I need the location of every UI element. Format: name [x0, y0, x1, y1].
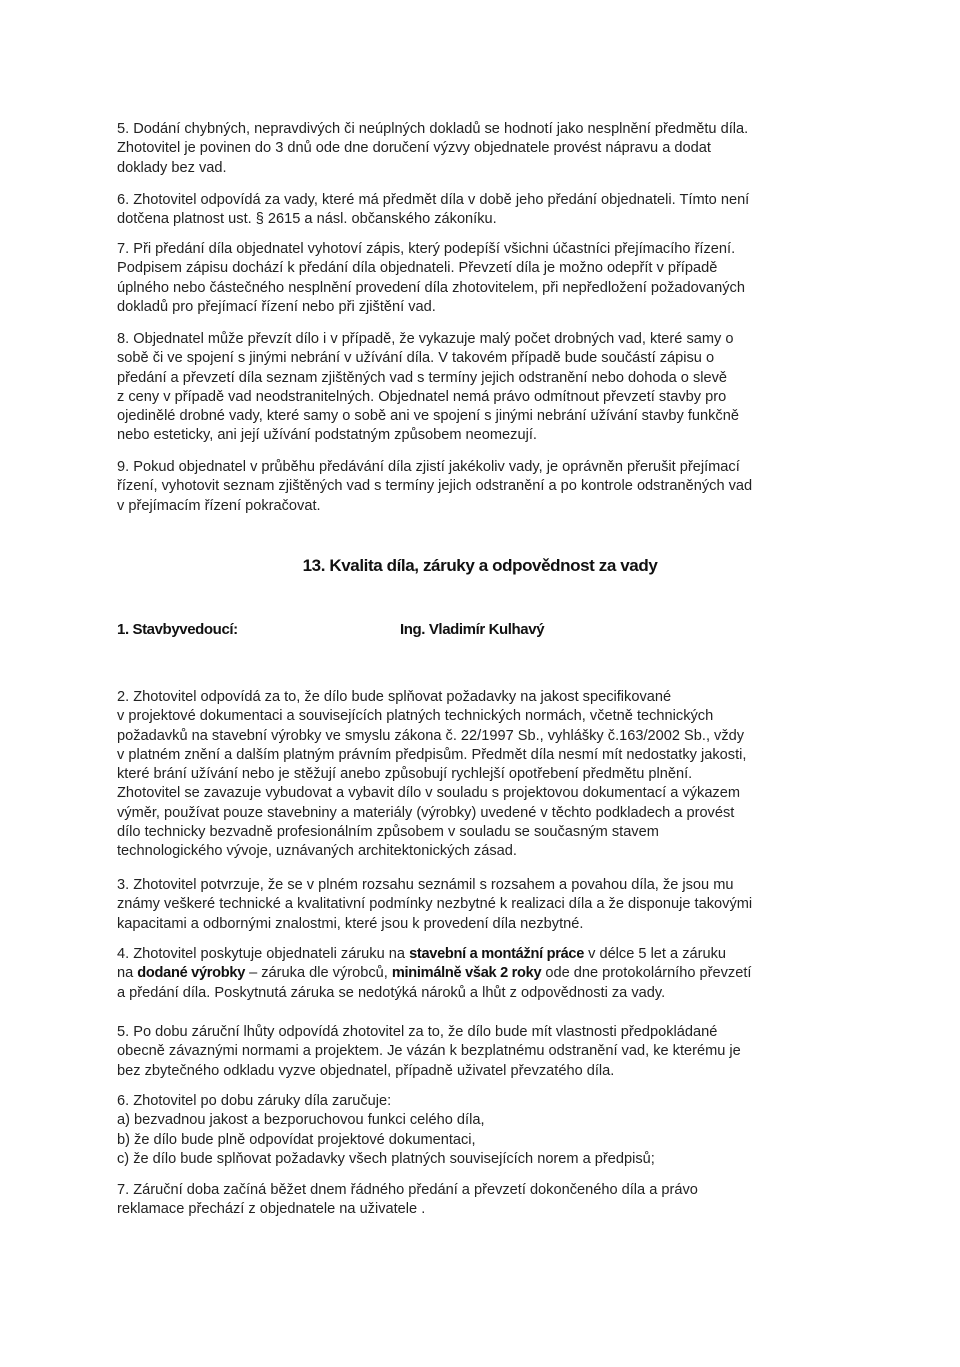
text-line: a předání díla. Poskytnutá záruka se nedotýká nároků a lhůt z odpovědnosti za vady. [117, 984, 666, 1001]
text-line: 2. Zhotovitel odpovídá za to, že dílo bude splňovat požadavky na jakost specifikované [117, 689, 672, 705]
text-line [117, 964, 847, 983]
text-line: Zhotovitel je povinen do 3 dnů ode dne doručení výzvy objednatele provést nápravu a dodat [117, 140, 711, 157]
text-line: 7. Záruční doba začíná běžet dnem řádného předání a převzetí dokončeného díla a právo [117, 1182, 698, 1198]
text-line: výměr, používat pouze stavebniny a materiály (výrobky) uvedené v těchto podkladech a provést [117, 804, 735, 821]
paragraph-4-warranty [117, 945, 847, 1003]
text-line: v platném znění a dalším platným právním předpisům. Předmět díla nesmí mít nedostatky jakosti, [117, 746, 747, 763]
warranty-text: 4. Zhotovitel poskytuje objednateli záruku na [117, 946, 410, 962]
text-line: kapacitami a odbornými znalostmi, které jsou k provedení díla nezbytné. [117, 915, 584, 932]
paragraph-6-liability [117, 191, 847, 230]
text-line: dílo technicky bezvadně profesionálním způsobem v souladu se současným stavem [117, 824, 659, 841]
text-line: dotčena platnost ust. § 2615 a násl. občanského zákoníku. [117, 211, 497, 228]
warranty-text: ode dne protokolárního převzetí [541, 965, 752, 982]
site-manager-name: Ing. Vladimír Kulhavý [400, 621, 545, 638]
list-item: a) bezvadnou jakost a bezporuchovou funkci celého díla, [117, 1112, 485, 1129]
warranty-text: na [117, 965, 138, 982]
paragraph-7-handover-record [117, 240, 847, 317]
text-line: bez zbytečného odkladu vyzve objednatel, případně uživatel převzatého díla. [117, 1062, 615, 1079]
warranty-text: v délce 5 let a záruku [584, 946, 727, 962]
text-line: požadavků na stavební výrobky ve smyslu zákona č. 22/1997 Sb., vyhlášky č.163/2002 Sb., vždy [117, 727, 745, 744]
text-line: obecně závaznými normami a projektem. Je vázán k bezplatnému odstranění vad, ke kterému je [117, 1043, 741, 1060]
warranty-products-emphasis: dodané výrobky [137, 965, 246, 982]
text-line: doklady bez vad. [117, 159, 227, 176]
text-line: 6. Zhotovitel po dobu záruky díla zaručuje: [117, 1093, 392, 1109]
paragraph-5-delivery-documents [117, 120, 847, 178]
paragraph-8-minor-defects [117, 330, 847, 446]
text-line: 5. Dodání chybných, nepravdivých či neúplných dokladů se hodnotí jako nesplnění předmětu díla. [117, 121, 749, 137]
text-line: Podpisem zápisu dochází k předání díla objednateli. Převzetí díla je možno odepřít v případě [117, 260, 718, 277]
text-line: 9. Pokud objednatel v průběhu předávání díla zjistí jakékoliv vady, je oprávněn přerušit přejímací [117, 459, 740, 475]
warranty-text: – záruka dle výrobců, [245, 965, 392, 982]
text-line: technologického vývoje, uznávaných architektonických zásad. [117, 843, 517, 860]
list-item: b) že dílo bude plně odpovídat projektové dokumentaci, [117, 1131, 476, 1148]
paragraph-3-scope [117, 876, 847, 934]
text-line: které brání užívání nebo je stěžují anebo způsobují rychlejší opotřebení předmětu plnění. [117, 766, 693, 783]
text-line [117, 945, 847, 964]
text-line: v projektové dokumentaci a souvisejících platných technických normách, včetně technických [117, 708, 714, 725]
section-heading: 13. Kvalita díla, záruky a odpovědnost za vady [302, 556, 658, 575]
paragraph-6-guarantees [117, 1092, 847, 1169]
text-line: 8. Objednatel může převzít dílo i v případě, že vykazuje malý počet drobných vad, které samy o [117, 331, 734, 347]
text-line: předání a převzetí díla seznam zjištěných vad s termíny jejich odstranění nebo dohoda o slevě [117, 369, 728, 386]
text-line: nebo esteticky, ani její užívání podstatným způsobem neomezují. [117, 427, 537, 444]
list-item: c) že dílo bude splňovat požadavky všech platných souvisejících norem a předpisů; [117, 1150, 655, 1167]
warranty-works-emphasis: stavební a montážní práce [409, 946, 585, 962]
paragraph-9-interrupt-acceptance [117, 458, 847, 516]
text-line: v přejímacím řízení pokračovat. [117, 497, 321, 514]
text-line: z ceny v případě vad neodstranitelných. Objednatel nemá právo odmítnout převzetí stavby pro [117, 388, 727, 405]
paragraph-2-quality [117, 688, 847, 862]
text-line: sobě či ve spojení s jinými nebrání v užívání díla. V takovém případě bude součástí zápisu o [117, 350, 715, 367]
text-line: 6. Zhotovitel odpovídá za vady, které má předmět díla v době jeho předání objednateli. Tímto není [117, 192, 750, 208]
text-line: 5. Po dobu záruční lhůty odpovídá zhotovitel za to, že dílo bude mít vlastnosti předpokládané [117, 1024, 718, 1040]
warranty-minimum-emphasis: minimálně však 2 roky [391, 965, 542, 982]
text-line: dokladů pro přejímací řízení nebo při zjištění vad. [117, 298, 436, 315]
text-line: Zhotovitel se zavazuje vybudovat a vybavit dílo v souladu s projektovou dokumentací a výkazem [117, 785, 740, 802]
text-line: ojedinělé drobné vady, které samy o sobě ani ve spojení s jinými nebrání užívání stavby funkčně [117, 408, 739, 425]
paragraph-7-warranty-start [117, 1181, 847, 1220]
site-manager-label: 1. Stavbyvedoucí: [117, 621, 238, 638]
paragraph-5-warranty-period [117, 1023, 847, 1081]
text-line: známy veškeré technické a kvalitativní podmínky nezbytné k realizaci díla a že disponuje takovými [117, 896, 753, 913]
text-line: 3. Zhotovitel potvrzuje, že se v plném rozsahu seznámil s rozsahem a povahou díla, že jsou mu [117, 877, 734, 893]
text-line: řízení, vyhotovit seznam zjištěných vad s termíny jejich odstranění a po kontrole odstraněných vad [117, 478, 753, 495]
text-line: 7. Při předání díla objednatel vyhotoví zápis, který podepíší všichni účastníci přejímacího řízení. [117, 241, 736, 257]
text-line: úplného nebo částečného nesplnění provedení díla zhotovitelem, při nepředložení požadovaných [117, 279, 745, 296]
text-line: reklamace přechází z objednatele na uživatele . [117, 1201, 426, 1218]
